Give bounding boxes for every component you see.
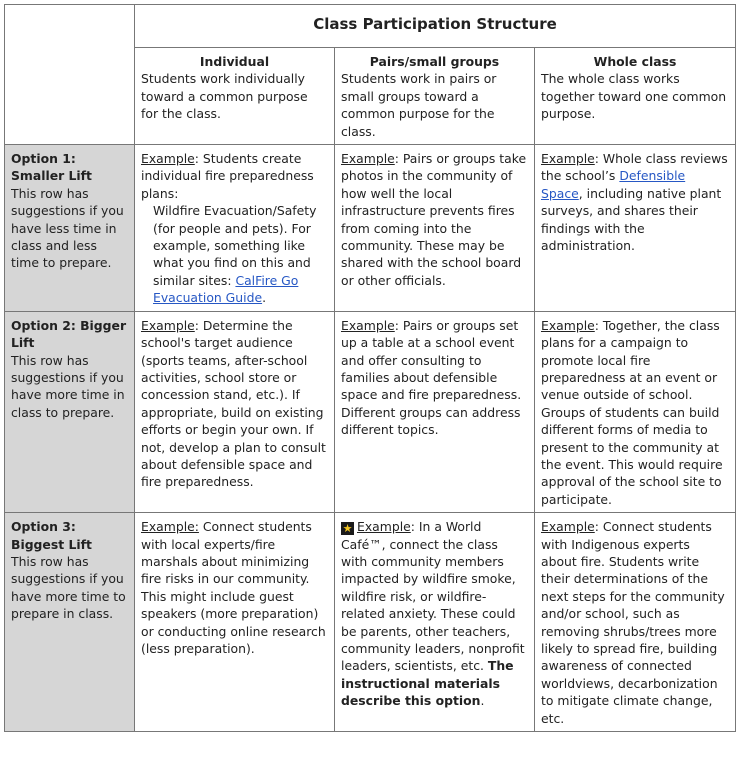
row-header-option-2 xyxy=(5,311,135,512)
table-row xyxy=(5,311,736,512)
bullet-end: . xyxy=(262,290,267,306)
col-description: Students work in pairs or small groups toward a common purpose for the class. xyxy=(341,71,497,139)
row-description: This row has suggestions if you have less time in class and less time to prepare. xyxy=(11,185,124,271)
star-icon: ★ xyxy=(342,522,353,536)
example-label: Example: xyxy=(141,519,199,535)
cell-text: : In a World Café™, connect the class with community members impacted by wildfire smoke, wildfire risk, or wildfire-related anxiety. These could be parents, other teachers, community leaders, nonprofit leaders, scientists, etc. xyxy=(341,519,525,674)
cell-text: : Students create individual fire preparedness plans: xyxy=(141,151,314,201)
defensible-space-link[interactable]: Defensible Space xyxy=(541,168,686,201)
cell-text: Connect students with local experts/fire marshals about minimizing fire risks in our community. This might include guest speakers (more preparation) or conducting online research (less preparation). xyxy=(141,519,326,656)
row-header-option-1 xyxy=(5,145,135,312)
cell-text: : Connect students with Indigenous experts about fire. Students write their determinations of the next steps for the community and/or school, such as removing shrubs/trees more likely to spread fire, building awareness of connected worldviews, decarbonization to mitigate climate change, etc. xyxy=(541,519,725,726)
cell-text-end: , including native plant surveys, and shares their findings with the administration. xyxy=(541,185,722,254)
row-title: Option 1: Smaller Lift xyxy=(11,151,92,184)
row-header-option-3 xyxy=(5,513,135,732)
cell-text: : Whole class reviews the school’s xyxy=(541,151,728,184)
participation-table xyxy=(4,4,736,732)
table-row xyxy=(5,513,736,732)
cell-text: : Together, the class plans for a campaign to promote local fire preparedness at an event or venue outside of school. Groups of students can build different forms of media to present to the community at the event. This would require approval of the school site to participate. xyxy=(541,317,723,507)
cell-option1-whole xyxy=(535,145,736,312)
col-header-individual xyxy=(135,48,335,145)
cell-text-end: . xyxy=(480,693,485,709)
col-heading: Individual xyxy=(199,54,270,69)
cell-option3-individual xyxy=(135,513,335,732)
row-title: Option 2: Bigger Lift xyxy=(11,317,127,351)
example-label: Example xyxy=(141,317,195,333)
list-item xyxy=(153,202,328,306)
cell-text: : Determine the school's target audience (sports teams, after-school activities, school store or concession stand, etc.). If appropriate, build on existing efforts or begin your own. If not, develop a plan to consult about defensible space and fire preparedness. xyxy=(141,317,326,490)
row-description: This row has suggestions if you have more time to prepare in class. xyxy=(11,553,126,622)
bold-note: The instructional materials describe this option xyxy=(341,658,514,709)
cell-text: : Pairs or groups take photos in the community of how well the local infrastructure prevents fires from coming into the community. These may be shared with the school board or other officials. xyxy=(341,151,527,288)
calfire-evacuation-link[interactable]: CalFire Go Evacuation Guide xyxy=(153,272,299,306)
table-row xyxy=(5,145,736,312)
example-label: Example xyxy=(357,519,411,535)
col-heading: Whole class xyxy=(593,54,677,69)
example-label: Example xyxy=(141,151,195,167)
title-row xyxy=(5,5,736,48)
example-label: Example xyxy=(541,317,595,333)
col-description: Students work individually toward a common purpose for the class. xyxy=(141,71,308,122)
cell-option1-individual xyxy=(135,145,335,312)
example-label: Example xyxy=(341,151,395,167)
col-description: The whole class works together toward one common purpose. xyxy=(541,71,727,122)
bullet-text: Wildfire Evacuation/Safety (for people and pets). For example, something like what you find on this and similar sites: xyxy=(153,203,317,288)
col-heading: Pairs/small groups xyxy=(369,54,500,69)
example-label: Example xyxy=(341,317,395,333)
table-title: Class Participation Structure xyxy=(135,5,736,48)
col-header-whole xyxy=(535,48,736,145)
example-label: Example xyxy=(541,151,595,167)
cell-option2-pairs xyxy=(335,311,535,512)
cell-option3-pairs xyxy=(335,513,535,732)
cell-option1-pairs xyxy=(335,145,535,312)
corner-cell xyxy=(5,5,135,145)
row-description: This row has suggestions if you have more time in class to prepare. xyxy=(11,352,125,420)
cell-text: : Pairs or groups set up a table at a school event and offer consulting to families about defensible space and fire preparedness. Different groups can address different topics. xyxy=(341,317,522,438)
cell-option2-whole xyxy=(535,311,736,512)
row-title: Option 3: Biggest Lift xyxy=(11,519,92,552)
cell-option3-whole xyxy=(535,513,736,732)
col-header-pairs xyxy=(335,48,535,145)
cell-option2-individual xyxy=(135,311,335,512)
example-label: Example xyxy=(541,519,595,535)
bullet-list xyxy=(141,202,328,306)
